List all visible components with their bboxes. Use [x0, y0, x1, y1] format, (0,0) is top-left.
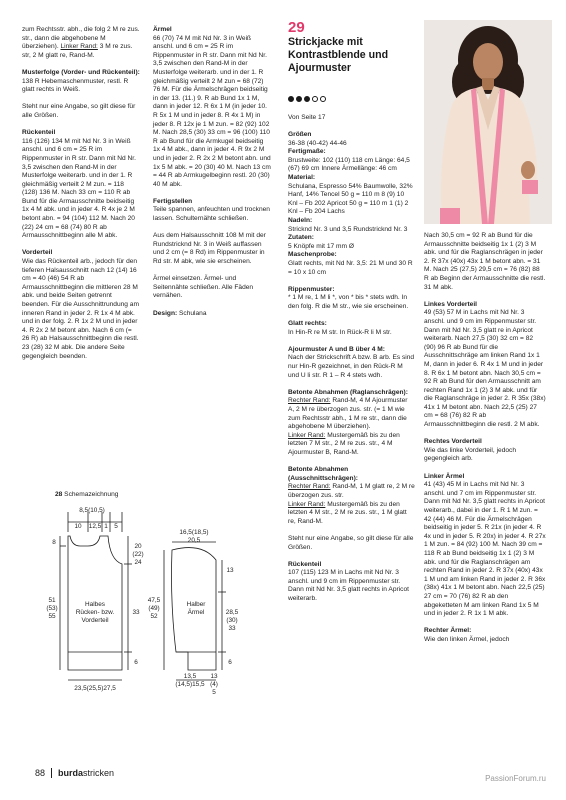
linker-aermel-heading: Linker Ärmel: [424, 472, 465, 480]
m-arm-3: 24: [134, 559, 142, 566]
material-text: Schulana, Espresso 54% Baumwolle, 32% Hanf, 14% Tencel 50 g = 110 m 8 (9) 10 Knl – Fb 202 Apricot 50 g = 110 m 1 (1) 2 Knl – Fb 204 Lachs: [288, 182, 413, 216]
difficulty-rating: [288, 96, 326, 102]
pattern-number: 29: [288, 19, 305, 36]
brand-rest: stricken: [83, 768, 115, 778]
zutaten-text: 5 Knöpfe mit 17 mm Ø: [288, 242, 354, 250]
m-top2: 10: [74, 523, 82, 530]
naehte-text: Ärmel einsetzen. Ärmel- und Seitennähte schließen. Alle Fäden vernähen.: [153, 275, 254, 300]
m-8: 8: [52, 539, 56, 546]
difficulty-dot-empty-icon: [312, 96, 318, 102]
pattern-title: Strickjacke mit Kontrastblende und Ajourmuster: [288, 36, 389, 74]
rechter-aermel-heading: Rechter Ärmel:: [424, 627, 472, 635]
column-1: [22, 26, 140, 370]
fertigmasse-text: Brustweite: 102 (110) 118 cm Länge: 64,5 (67) 69 cm Innere Ärmellänge: 46 cm: [288, 156, 410, 173]
s-b-5: 5: [212, 689, 216, 694]
intro-text: zum Rechtsstr. abh., die folg 2 M re zus. str., dann die abgehobene M überziehen).: [22, 26, 140, 51]
m-h-3: 55: [48, 613, 56, 620]
s-b-4: (4): [210, 681, 218, 688]
hinweis-text: Steht nur eine Angabe, so gilt diese für alle Größen.: [22, 103, 136, 119]
brand-logo: [58, 768, 114, 778]
s-l-3: 52: [150, 613, 158, 620]
linkes-vorderteil-heading: Linkes Vorderteil: [424, 300, 478, 308]
ajourmuster-text: Nach der Strickschrift A bzw. B arb. Es sind nur Hin-R gezeichnet, in den Rück-R M und U li str. R 1 – R 4 stets wdh.: [288, 354, 415, 379]
rechter-rand-label: Rechter Rand:: [288, 483, 331, 491]
maschenprobe-text: Glatt rechts, mit Nd Nr. 3,5: 21 M und 30 R = 10 x 10 cm: [288, 259, 413, 276]
schema-number: 28: [55, 491, 63, 498]
rippenmuster-text: * 1 M re, 1 M li *, von * bis * stets wdh. In den folg. R die M str., wie sie erscheinen.: [288, 294, 409, 310]
s-top-1: 16,5(18,5): [179, 529, 209, 536]
page-footer: [35, 768, 114, 778]
linkes-vorderteil-text: 49 (53) 57 M in Lachs mit Nd Nr. 3 anschl. und 9 cm im Rippenmuster str. Dann mit Nd Nr. 3,5 glatt re in Apricot weiterarb. Nach 27,5 (30) 32 cm = 82 (90) 96 R ab Bund für die Ausschnittschräge am linken Rand 1x 1 M, dann in jeder 6. R 4x 1 M und in jeder 8. R 6x 1 M betont abn. Nach 30,5 cm = 92 R ab Bund für den Armausschnitt am rechten Rand 1x 1 (2) 3 M abk. und für die Raglanschräge in jeder 2. R 35x (38x) 41x 1 M betont abn. Nach 22,5 (25) 27 cm = 68 (76) 82 R ab Armausschnittbeginn die restl. 2 M abk.: [424, 309, 546, 429]
body-label-2: Rücken- bzw.: [75, 609, 115, 616]
groessen-text: 36-38 (40-42) 44-46: [288, 139, 347, 147]
s-r-2: (30): [226, 617, 238, 624]
s-b-3: 13: [210, 673, 218, 680]
s-l-1: 47,5: [147, 597, 161, 604]
linker-rand-label: Linker Rand:: [288, 431, 326, 439]
vorderteil-heading: Vorderteil: [22, 249, 53, 257]
fertigstellen-heading: Fertigstellen: [153, 197, 193, 205]
musterfolge-text: 138 R Hebemaschenmuster, restl. R glatt rechts in Weiß.: [22, 77, 129, 94]
von-seite: Von Seite 17: [288, 114, 326, 121]
body-label-1: Halbes: [85, 601, 105, 608]
nadeln-heading: Nadeln:: [288, 216, 313, 224]
musterfolge-heading: Musterfolge (Vorder- und Rückenteil):: [22, 68, 140, 76]
schema-drawing: [40, 502, 260, 694]
rechtes-vorderteil-heading: Rechtes Vorderteil: [424, 438, 482, 446]
groessen-heading: Größen: [288, 131, 312, 138]
design-value: Schulana: [177, 309, 207, 317]
glatt-rechts-text: In Hin-R re M str. In Rück-R li M str.: [288, 328, 392, 336]
m-top3: 12,5: [88, 523, 102, 530]
m-bottom: 23,5(25,5)27,5: [74, 685, 116, 692]
s-13: 13: [226, 567, 234, 574]
linker-rand-label: Linker Rand:: [288, 500, 326, 508]
linker-rand-text: Mustergemäß bis zu den letzten 4 M str., 2 M re zus. str., 1 M glatt re, Rand-M.: [288, 500, 407, 525]
linker-rand-text: Mustergemäß bis zu den letzten 7 M str., 2 M re zus. str., 4 M Ajourmuster B, Rand-M.: [288, 431, 400, 456]
rechter-rand-label: Rechter Rand:: [288, 397, 331, 405]
s-r-3: 33: [228, 625, 236, 632]
column-2: [153, 26, 271, 327]
s-6: 6: [228, 659, 232, 666]
s-top-2: 20,5: [187, 537, 201, 544]
difficulty-dot-filled-icon: [296, 96, 302, 102]
betonte-abnahmen-raglan-heading: Betonte Abnahmen (Raglanschrägen):: [288, 388, 408, 396]
fertigmasse-heading: Fertigmaße:: [288, 148, 326, 156]
aermel-text: 66 (70) 74 M mit Nd Nr. 3 in Weiß anschl. und 6 cm = 25 R im Rippenmuster in R str. Dann mit Nd Nr. 3,5 zwischen den Rand-M in der Musterfolge weiterarb. und in der 1. R gleichmäßig verteilt 2 M zun = 68 (72) 76 M. Für die Ärmelschrägen beidseitig in der 13. (11.) 9. R ab Bund 1x 1 M, dann in jeder 12. R 6x 1 M (in jeder 10. R 5x 1 M und in jeder 8. R 4x 1 M) in jeder 8. R 12x je 1 M zun. = 82 (92) 102 M. Nach 28,5 (30) 33 cm = 96 (100) 110 R ab Bund für die Armkugel beidseitig 1x 4 M abk., dann in jeder 4. R 9x 2 M und in jeder 2. R 2x 2 M betont abn. und 1x 5 M abk. = 20 (30) 40 M. Nach 13 cm = 44 R ab Armkugelbeginn restl. 20 (30) 40 M abk.: [153, 34, 271, 188]
sleeve-label-1: Halber: [186, 601, 206, 608]
rueckenteil-heading: Rückenteil: [288, 560, 322, 568]
rueckenteil-text: 107 (115) 123 M in Lachs mit Nd Nr. 3 anschl. und 9 cm im Rippenmuster str. Dann mit Nd Nr. 3,5 glatt rechts in Apricot weiterarb.: [288, 569, 409, 603]
rechter-rand-text: Rand-M, 4 M Ajourmuster A, 2 M re überzogen zus. str. (= 1 M wie zum Rechtsstr abh., 1 M re str., dann die abgehobene M überziehen).: [288, 397, 408, 431]
difficulty-dot-filled-icon: [304, 96, 310, 102]
difficulty-dot-empty-icon: [320, 96, 326, 102]
m-arm-2: (22): [132, 551, 144, 558]
column-3: [288, 131, 415, 612]
fertigstellen-text: Teile spannen, anfeuchten und trocknen lassen. Schulternähte schließen.: [153, 206, 270, 223]
maschenprobe-heading: Maschenprobe:: [288, 251, 337, 259]
schema-title: [55, 491, 118, 498]
rippenmuster-heading: Rippenmuster:: [288, 285, 335, 293]
m-33: 33: [132, 609, 140, 616]
page-number: 88: [35, 768, 46, 778]
rechter-aermel-text: Wie den linken Ärmel, jedoch: [424, 635, 510, 643]
linker-aermel-text: 41 (43) 45 M in Lachs mit Nd Nr. 3 anschl. und 7 cm im Rippenmuster str. Dann mit Nd Nr. 3,5 glatt rechts in Apricot weiterarb., dabei in der 1. R 1 M zun. = 42 (44) 46 M. Für die Ärmelschrägen beidseitig in jeder 5. R 21x (in jeder 4. R 4x und in jeder 5. R 20x) in jeder 4. R 27x 1 M zun. = 84 (92) 100 M. Nach 39 cm = 118 R ab Bund beidseitig 1x 1 (2) 3 M abk. und für die Raglanschrägen am rechten Rand in jeder 2. R 37x (40x) 43x 1 M und am linken Rand in jeder 2. R 36x (38x) 41x 1 M betont abn. Nach 22,5 (25) 27 cm = 70 (76) 82 R ab den abgeketteten M am linken Rand 1x 5 M und in jeder 2. R 1x 1 M abk.: [424, 481, 546, 618]
difficulty-dot-filled-icon: [288, 96, 294, 102]
brand-bold: burda: [58, 768, 84, 778]
m-h-1: 51: [48, 597, 56, 604]
sleeve-label-2: Ärmel: [187, 609, 205, 616]
watermark: PassionForum.ru: [485, 774, 546, 783]
betonte-abnahmen-ausschnitt-heading: Betonte Abnahmen (Ausschnittschrägen):: [288, 466, 358, 482]
rechter-rand-text: Rand-M, 1 M glatt re, 2 M re überzogen zus. str.: [288, 483, 415, 499]
armausschnitt-text: Nach 30,5 cm = 92 R ab Bund für die Armausschnitte beidseitig 1x 1 (2) 3 M abk. und für die Raglanschrägen in jeder 2. R 37x (40x) 43x 1 M betont abn. = 31 M. Nach 25 (27,5) 29,5 cm = 76 (82) 88 R ab Beginn der Armausschnitte die restl. 31 M abk.: [424, 232, 546, 291]
s-b-1: 13,5: [183, 673, 197, 680]
m-arm-1: 20: [134, 543, 142, 550]
vorderteil-text: Wie das Rückenteil arb., jedoch für den tieferen Halsausschnitt nach 12 (14) 16 cm = 40 (46) 54 R ab Armausschnittbeginn die mittleren 28 M abk. und beide Seiten getrennt beenden. Für die Ausschnittrundung am inneren Rand in jeder 2. R 1x 4 M abk. und in der folg. 2. R 1x 2 M und in jeder 4. R 2x 2 M betont abn. Nach 6 cm (= 26 R) ab Halsausschnittbeginn die restl. 23 (28) 32 M abk. Die andere Seite gegengleich beenden.: [22, 258, 139, 360]
aermel-heading: Ärmel: [153, 26, 172, 33]
glatt-rechts-heading: Glatt rechts:: [288, 320, 327, 328]
m-top4: 1: [104, 523, 108, 530]
design-label: Design:: [153, 309, 178, 317]
ajourmuster-heading: Ajourmuster A und B über 4 M:: [288, 345, 385, 353]
rueckenteil-heading: Rückenteil: [22, 129, 56, 137]
column-4: [424, 232, 546, 653]
linker-rand-label: Linker Rand:: [60, 43, 98, 51]
s-r-1: 28,5: [225, 609, 239, 616]
s-l-2: (49): [148, 605, 160, 612]
model-photo-illustration: [424, 20, 552, 224]
material-heading: Material:: [288, 173, 316, 181]
footer-divider: [51, 768, 52, 778]
nadeln-text: Stricknd Nr. 3 und 3,5 Rundstricknd Nr. 3: [288, 225, 408, 233]
m-top: 8,5(10,5): [79, 507, 105, 514]
s-b-2: (14,5)15,5: [175, 681, 205, 688]
halsausschnitt-text: Aus dem Halsausschnitt 108 M mit der Rundstricknd Nr. 3 in Weiß auffassen und 2 cm (= 8 Rd) im Rippenmuster in Rd str. M abk, wie sie erscheinen.: [153, 232, 266, 266]
schema-label: Schemazeichnung: [62, 491, 119, 498]
linker-rand-text: 3 M re zus. str, 2 M glatt re, Rand-M.: [22, 43, 133, 59]
m-h-2: (53): [46, 605, 58, 612]
zutaten-heading: Zutaten:: [288, 234, 315, 242]
rueckenteil-text: 116 (126) 134 M mit Nd Nr. 3 in Weiß anschl. und 6 cm = 25 R im Rippenmuster in R str. Dann mit Nd Nr. 3,5 zwischen den Rand-M in der Musterfolge weiterarb. und in der 1. R gleichmäßig verteilt 2 M zun. = 118 (128) 136 M. Nach 33 cm = 110 R ab Bund für die Armausschnitte beidseitig 1x 4 M abk. und in jeder 4. R 4x je 2 M betont abn. = 94 (104) 112 M. Nach 20 (22) 24 cm = 68 (74) 80 R ab Armausschnittbeginn alle M abk.: [22, 137, 136, 240]
m-6: 6: [134, 659, 138, 666]
rechtes-vorderteil-text: Wie das linke Vorderteil, jedoch gegengleich arb.: [424, 446, 516, 463]
hinweis-text: Steht nur eine Angabe, so gilt diese für alle Größen.: [288, 534, 414, 551]
body-label-3: Vorderteil: [81, 617, 109, 624]
model-photo: [424, 20, 552, 224]
m-top5: 5: [114, 523, 118, 530]
